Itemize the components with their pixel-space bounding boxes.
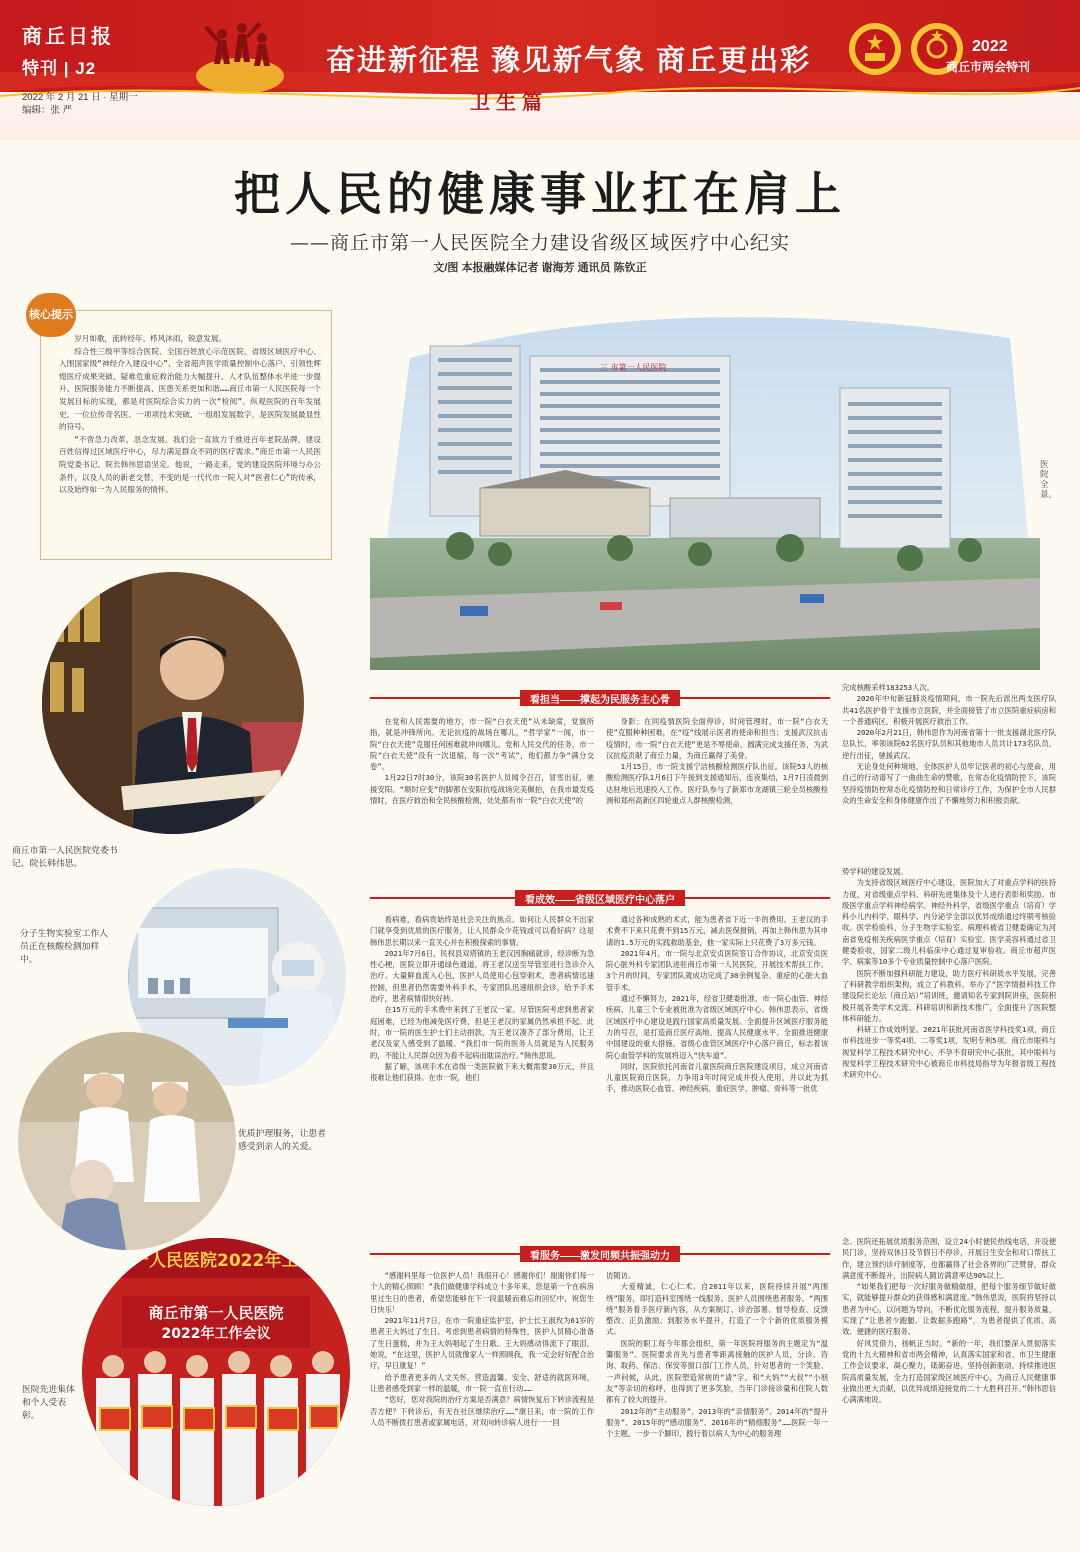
article-column	[842, 1236, 1056, 1532]
article-paragraph: 2012年的“主动服务”、2013年的“亲情服务”、2014年的“提升服务”、2015年的“感动服务”、2016年的“精细服务”……医院一年一个主题，一步一个脚印，践行着以病人为中心的服务理	[606, 1406, 828, 1439]
article-paragraph: 好风凭借力，扬帆正当时。“新的一年，我们要深入贯彻落实党的十九大精神和省市两会精神，认真落实国家和省、市卫生健康工作会议要求，凝心聚力，砥砺奋进，坚持创新驱动，持续推进医院高质量发展，全力打造国家级区域医疗中心，为商丘人民健康事业做出更大贡献，以优异成绩迎接党的二十大胜利召开。”韩伟思信心满满地说。	[842, 1338, 1056, 1405]
article-paragraph: 给予患者更多的人文关怀，营造温馨、安全、舒适的就医环境，让患者感受到家一样的温暖，市一院一直在行动……	[370, 1372, 594, 1393]
page-title: 把人民的健康事业扛在肩上	[234, 167, 846, 221]
award-photo	[82, 1238, 350, 1506]
article-paragraph: 完成核酸采样183253人次。	[842, 683, 935, 692]
article-paragraph: 势学科的建设发展。	[842, 867, 908, 876]
article-column	[606, 914, 828, 1216]
article-paragraph: 2021年11月7日，在市一院重症监护室，护士长王淑玫为61岁的患者王大妈过了生日。考虑到患者病情的特殊性，医护人员精心准备了生日蛋糕，并为王大妈唱起了生日歌。王大妈感动得流下了眼泪，她说，“在这里，医护人员就像家人一样照顾我，我一定会好好配合治疗，早日康复！”	[370, 1316, 594, 1371]
national-emblem-icon	[848, 22, 902, 76]
lab-caption: 分子生物实验室工作人员正在核酸检测加样中。	[20, 929, 108, 965]
article-paragraph: 同时，医院依托河南省儿童医院商丘医院建设项目，成立河南省儿童医院商丘医院，力争用3年时间完成并投入使用，并以此为抓手，推动医院心血管、神经疾病、重症医学、肿瘤、骨科等一批优	[606, 1061, 828, 1094]
article-paragraph: “如果我们把每一次好服务做精做细，把每个服务细节做好做实，就能够提升群众的获得感和满意度。”韩伟思说，医院将坚持以患者为中心，以问题为导向，不断优化服务流程，提升服务质量，实现了“让患者少跑腿、让数据多跑路”，为患者提供了优质、高效、便捷的医疗服务。	[842, 1282, 1056, 1337]
core-tip-tag: 核心提示	[26, 293, 76, 337]
section-header	[370, 690, 830, 706]
paper-edition: 特刊 | J2	[22, 59, 97, 78]
award-screen-line2: 2022年工作会议	[161, 1326, 271, 1342]
celebration-figures-icon	[192, 16, 288, 100]
article-paragraph: 看病难，看病贵始终是社会关注的焦点。如何让人民群众不出家门就享受到优质的医疗服务，让人民群众少花钱或可以看好病？这是韩伟思长期以来一直关心并在积极探索的事情。	[370, 915, 594, 947]
director-caption: 商丘市第一人民医院党委书记、院长韩伟思。	[12, 846, 118, 869]
article-paragraph: 2020年中旬新冠肺炎疫情期间，市一院先后派出两支医疗队共41名医护骨干支援市立医院，并全面接管了市立医院重症病房和一个普通病区，积极开展医疗救治工作。	[842, 694, 1056, 726]
article-paragraph: 身影；在同疫情医院全面停诊，时间管理时，市一院“白衣天使”克服种种困难，在“疫”线展示医者的使命和担当；支援武汉抗击疫情时，市一院“白衣天使”更是不辱使命，圆满完成支援任务，为武汉抗疫贡献了商丘力量，为商丘赢得了美誉。	[606, 717, 828, 760]
article-column	[370, 914, 594, 1216]
hospital-sign: 三 市第一人民医院	[600, 363, 667, 372]
article-column	[842, 866, 1056, 1216]
section-label: 看担当——撑起为民服务主心骨	[520, 690, 680, 706]
hospital-panorama-photo	[370, 298, 1040, 670]
article-paragraph: 在15万元的手术费中来到了王老汉一家。尽管医院考虑到患者家庭困难，已经为他减免医疗费，但是王老汉的家属仍然承担不起。此时，市一院的医生护士们主动捐款，为王老汉凑齐了部分费用，让王老汉及家人感受到了温暖。“我们市一院的医务人员就是为人民服务的，不能让人民群众因为看不起病而耽误治疗。”韩伟思说。	[370, 1005, 594, 1060]
section-label: 看服务——激发同频共振强动力	[520, 1246, 680, 1262]
award-screen-line1: 商丘市第一人民医院	[148, 1304, 284, 1322]
article-paragraph: 1月15日，市一院支援宁洁核酸检测医疗队出征。该院53人的核酸检测医疗队1月6日下午接到支援通知后，连夜集结，1月7日凌晨到达驻地后迅速投入工作。医疗队参与了新郑市龙湖镇三轮全员核酸检测和郑州高新区四轮重点人群核酸检测，	[606, 762, 828, 806]
article-paragraph: 据了解，该项手术在省级一类医院做下来大概需要30万元，并且很难让他们获得。在市一院，他们	[370, 1061, 594, 1083]
paper-name: 商丘日报	[22, 24, 114, 48]
article-paragraph: 无论身处何种境地，全体医护人员牢记医者的初心与使命，用自己的行动谱写了一曲曲生命的赞歌，在常态化疫情防控下，该院坚持疫情防控常态化疫情防控和日常诊疗工作，为保护全市人民群众的生命安全和身体健康作出了不懈地努力和积极贡献。	[842, 762, 1056, 805]
article-paragraph: 1月22日7时30分，该院30名医护人员闻令召召，冒雪出征，驰援安阳。“顺时应变”的脚都在安阳抗疫战场完美佩拍，在我市最发疫情时，在医疗救治和全民核酸检测，处处都有市一院“白衣天使”的	[370, 773, 594, 806]
article-paragraph: 念。医院还拓展优质服务范围，设立24小时便民热线电话，开设便民门诊，坚持双休日及节假日不停诊，开展日生安全和对口帮扶工作，建立预约诊疗制度等，也都赢得了社会各界的广泛赞誉，群众满意度不断提升，出院病人随访满意率达90%以上。	[842, 1237, 1056, 1280]
year-label: 2022	[972, 38, 1008, 55]
article-column	[370, 716, 594, 866]
page-subtitle: ——商丘市第一人民医院全力建设省级区域医疗中心纪实	[289, 232, 790, 254]
nursing-illustration	[18, 1032, 236, 1250]
article-paragraph: 2021年4月，市一院与北京安贞医院签订合作协议，北京安贞医院心脏外科专家团队进驻商丘市第一人民医院，开展技术帮扶工作。3个月的时间，专家团队就成功完成了30余例复杂、重症的心脏大血管手术。	[606, 948, 828, 992]
award-caption: 医院先进集体和个人受表彰。	[22, 1385, 75, 1421]
event-label: 商丘市两会特刊	[946, 60, 1031, 74]
byline: 文/图 本报融媒体记者 谢海芳 通讯员 陈钦正	[433, 262, 647, 274]
nursing-photo	[18, 1032, 236, 1250]
director-illustration	[42, 572, 304, 834]
section-label: 看成效——省级区域医疗中心落户	[515, 890, 685, 906]
article-paragraph: 医院的职工每今年都会组织，第一年医院将服务的主题定为“温馨服务”。医院要求首先与患者零距离接触的医护人员，分诊、咨询、取药、保洁、保安等窗口部门工作人员，针对患者的一个笑脸、一声问候，从此，医院塑造常规的“请”字、和“大妈”“大叔”“小朋友”等亲切的称呼，也得到了更多笑脸，当年门诊接诊量和住院人数都有了较大的提升。	[606, 1338, 828, 1405]
section-header	[370, 890, 830, 906]
article-paragraph: 科研工作成效明显。2021年获批河南省医学科技奖1项，商丘市科技进步一等奖4项、二等奖1项，发明专利5项。商丘市眼科与视觉科学工程技术研究中心、不孕不育研究中心获批，其中眼科与视觉科学工程技术研究中心被商丘市科技局指导为年报省级工程技术研究中心。	[842, 1025, 1056, 1080]
article-paragraph: 在党和人民需要的地方，市一院“白衣天使”从未缺席，党旗所指，就是冲锋所向。无论抗疫的战场在哪儿，“哲学家”一闻，市一院“白衣天使”克服任何困难就冲向哪儿。党和人民交代的任务，市一院“白衣天使”没有一次退缩，每一次“考试”，他们都力争“满分交卷”。	[370, 717, 594, 772]
article-column	[606, 1270, 828, 1532]
article-paragraph: 医院不断加强科研能力建设，助力医疗科研质水平发展，完善了科研教学组织架构，成立了科教科，举办了“医学情报科技工作建设院长论坛（商丘站）”培训班，邀请知名专家到院讲座，医院积极开展各类学术交流、科研培训和新技术推广，全面提升了医院整体科研能力。	[842, 968, 1056, 1023]
article-paragraph: 2020年2月21日，韩伟思作为河南省第十一批支援湖北医疗队总队长，率领该院62名医疗队员和其他地市人员共计173名队员，逆行出征，驰援武汉。	[842, 728, 1056, 760]
director-photo	[42, 572, 304, 834]
article-paragraph: “感谢科里每一位医护人员！我很开心！感谢你们！谢谢你们每一个人的精心照顾！”我们做健康学科成立十多年来，您是第一个在病房里过生日的患者，希望您能够在下一段温暖而难忘的回忆中，祝您生日快乐！	[370, 1271, 594, 1314]
section-header	[370, 1246, 830, 1262]
award-banner-text: 市第一人民医院2022年工	[98, 1251, 299, 1271]
masthead	[0, 0, 1080, 140]
intro-paragraph: “不啻急力改革，忽念发展。我们会一直致力于推进百年老院品牌，建设百姓信得过区域医疗中心，尽力满足群众不同的医疗需求。”商丘市第一人民医院党委书记、院长韩伟思语坚定。他说，一路走来，党的建设医院环境与办公条件，以及人员的新老交替，不变的是一代代市一院人对“医者仁心”的传承，以及始终如一为人民服务的情怀。	[59, 434, 321, 495]
article-paragraph: 通过各种成熟的术式，能为患者省下近一半的费用。王老汉的手术费不下来只花费不到15万元，减去医保报销，再加上韩伟思为其申请的1.5万元的实践救助基金，他一家实际上只花费了3万多元钱。	[606, 915, 828, 947]
section-name: 卫生篇	[470, 90, 548, 114]
intro-box	[40, 310, 332, 560]
article-paragraph: “您好，您对我院的治疗方案是否满意？病情恢复后下转诊流程是否方便？下转诊后，有无在社区继续治疗……”康日来，市一院的工作人员不断拨打患者或家属电话，对双向转诊病人进行一一回	[370, 1395, 594, 1427]
article-paragraph: 访随访。	[606, 1271, 636, 1280]
nursing-caption: 优质护理服务，让患者感受到亲人的关爱。	[238, 1129, 326, 1152]
slogan: 奋进新征程 豫见新气象 商丘更出彩	[326, 45, 812, 77]
intro-paragraph: 岁月如歌，流转经年。栉风沐雨，锐意发展。	[74, 334, 227, 343]
article-column	[606, 716, 828, 866]
intro-paragraph: 综合性三级甲等综合医院、全国百姓放心示范医院、省级区域医疗中心、入围国家级“神经介入建设中心”、全省超声医学质量控制中心落户、引领性辉煌医疗成果突破、疑难危重症救治能力大幅提升、人才队伍整体水平进一步提升、医院服务能力不断提高、医患关系更加和谐……商丘市第一人民医院每一个发展目标的实现，都是对医院综合实力的一次“检阅”。纵观医院的百年发展史，一位位传奇名医、一项项技术突破、一组组发展数字，是医院发展最显性的符号。	[59, 346, 321, 432]
article-column	[842, 682, 1056, 866]
award-illustration	[82, 1238, 350, 1506]
article-paragraph: 大爱精诚，仁心仁术。自2011年以来，医院持续开展“两围绕”服务，即打造科室围绕一线服务、医护人员围绕患者服务。“两围绕”服务着手医疗新内容，从方案制订、诊治部署、督导检查、反馈整改、正负激励、到服务水平提升，打造了一个个新的优质服务模式。	[606, 1282, 828, 1337]
paper-editor: 编辑：张 严	[22, 105, 73, 116]
hospital-photo-caption: 医院全景。	[1040, 460, 1058, 500]
article-paragraph: 为支持省级区域医疗中心建设，医院加大了对重点学科的扶持力度，对省级重点学科、科研先进集体及个人进行表彰和奖励。市级医学重点学科神经病学、神经外科学，省级医学重点（培育）学科小儿内科学、眼科学、内分泌学全部以优异成绩通过终期考核验收。医学检验科、分子生物学实验室、病理科被省卫健委确定为河南省免疫相关疾病医学重点（培育）实验室。医学美容科通过省卫健委验收，国家二级儿科临床中心通过复审验收。商丘市超声医学、病案等10多个专业质量控制中心落户医院。	[842, 878, 1056, 967]
article-column	[370, 1270, 594, 1532]
paper-date: 2022 年 2 月 21 日 · 星期一	[22, 92, 138, 103]
article-paragraph: 2021年7月6日，民权县双塔镇的王老汉因胸痛就诊，经诊断为急性心梗，医院立即开通绿色通道，将王老汉送至导管室进行急诊介入治疗。大量鲜血流入心包，医护人员使用心包穿刺术，患者病情迅速控制，但患者仍然需要外科手术，专家团队迅速组织会诊，给予手术治疗，患者病情很快好转。	[370, 948, 594, 1004]
article-paragraph: 通过不懈努力，2021年，经省卫健委批准，市一院心血管、神经疾病、儿童三个专业被批准为省级区域医疗中心。韩伟思表示，省级区域医疗中心建设是践行国家高质量发展、全面提升区域医疗服务能力的号召，是打造商丘医疗高地、提高人民健康水平、全面推进健康中国建设的重大措施。省级心血管区域医疗中心落户商丘，标志着该院心血管学科的发展将迈入“快车道”。	[606, 994, 828, 1060]
